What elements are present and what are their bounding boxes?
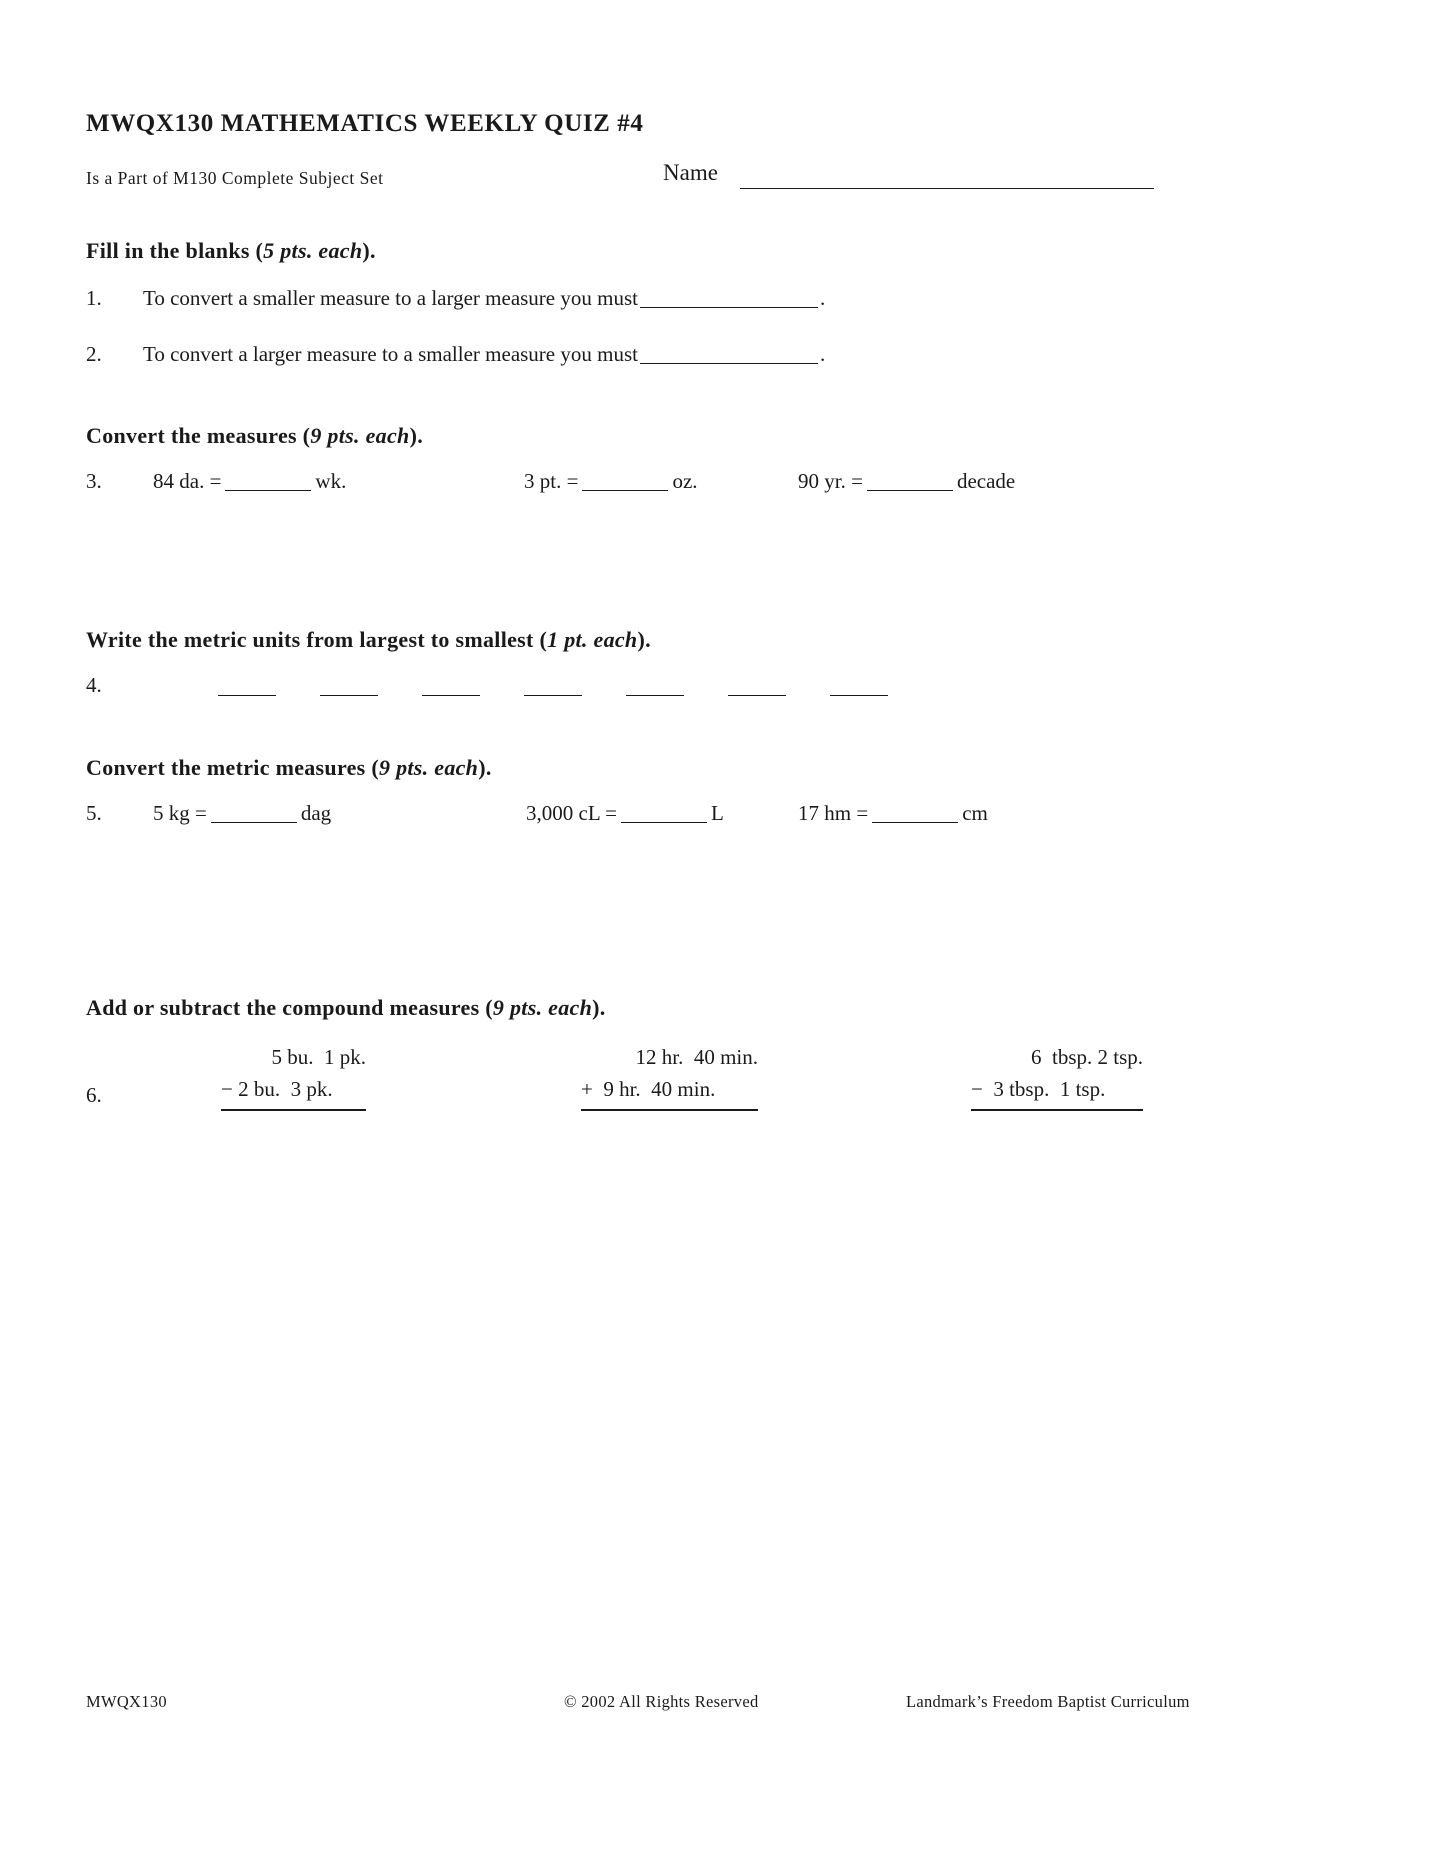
- answer-blank[interactable]: [728, 695, 786, 696]
- sum-rule: [971, 1109, 1143, 1111]
- answer-blank[interactable]: [626, 695, 684, 696]
- name-input-rule[interactable]: [740, 188, 1154, 189]
- expression-left: 90 yr. =: [798, 468, 863, 493]
- name-label: Name: [663, 160, 718, 185]
- section-points: 5 pts. each: [263, 238, 363, 263]
- expression-left: 3,000 cL =: [526, 800, 617, 825]
- answer-blank[interactable]: [640, 306, 818, 308]
- problem-number: 3.: [86, 468, 102, 493]
- answer-blank[interactable]: [211, 821, 297, 823]
- answer-blank[interactable]: [640, 362, 818, 364]
- problem-5-part-1: [153, 801, 331, 826]
- problem-5: [86, 801, 1356, 843]
- section-points: 1 pt. each: [547, 626, 638, 652]
- section-heading-text: Convert the measures (: [86, 422, 311, 448]
- problem-6-part-1: [221, 1041, 366, 1111]
- compound-bottom-line: + 9 hr. 40 min.: [581, 1077, 716, 1102]
- answer-blank[interactable]: [872, 821, 958, 823]
- metric-unit-blanks: [218, 695, 888, 696]
- section-heading-convert-metric: [86, 755, 1356, 781]
- answer-blank[interactable]: [320, 695, 378, 696]
- problem-5-part-2: [526, 801, 724, 826]
- problem-3-part-2: [524, 469, 698, 494]
- unit-label: L: [710, 800, 724, 825]
- compound-top-line: 12 hr. 40 min.: [635, 1044, 758, 1069]
- expression-left: 17 hm =: [798, 800, 869, 825]
- section-heading-metric-order: [86, 627, 1356, 653]
- problem-text: To convert a larger measure to a smaller measure you must: [143, 342, 638, 367]
- answer-blank[interactable]: [218, 695, 276, 696]
- section-heading-compound: [86, 995, 1356, 1021]
- page-title: MWQX130 MATHEMATICS WEEKLY QUIZ #4: [86, 110, 644, 137]
- problem-number: 5.: [86, 800, 102, 825]
- section-heading-text: Write the metric units from largest to smallest (: [86, 626, 548, 652]
- problem-3: [86, 469, 1356, 511]
- section-heading-text: Add or subtract the compound measures (: [86, 994, 493, 1020]
- compound-top-line: 5 bu. 1 pk.: [271, 1044, 366, 1069]
- section-heading-text: Fill in the blanks (: [86, 238, 264, 263]
- problem-number: 1.: [86, 286, 102, 310]
- problem-number: 4.: [86, 672, 102, 697]
- sum-rule: [581, 1109, 758, 1111]
- problem-6-part-2: [581, 1041, 758, 1111]
- problem-body: [143, 284, 1356, 312]
- section-points: 9 pts. each: [378, 754, 479, 780]
- problem-6-part-3: [971, 1041, 1143, 1111]
- problem-1: [86, 284, 1356, 312]
- section-heading-end: ).: [409, 422, 423, 448]
- sum-rule: [221, 1109, 366, 1111]
- compound-bottom-line: − 3 tbsp. 1 tsp.: [971, 1077, 1106, 1102]
- section-heading-text: Convert the metric measures (: [86, 754, 379, 780]
- unit-label: wk.: [315, 468, 347, 493]
- problem-number: 6.: [86, 1082, 102, 1107]
- problem-text: To convert a smaller measure to a larger measure you must: [143, 286, 638, 310]
- section-heading-end: ).: [592, 994, 606, 1020]
- answer-blank[interactable]: [422, 695, 480, 696]
- unit-label: oz.: [672, 468, 698, 493]
- worksheet-content: [86, 110, 1356, 1151]
- section-heading-end: ).: [362, 238, 376, 263]
- compound-bottom-line: − 2 bu. 3 pk.: [221, 1077, 333, 1102]
- subject-set-note: Is a Part of M130 Complete Subject Set: [86, 168, 384, 188]
- expression-left: 5 kg =: [153, 800, 207, 825]
- answer-blank[interactable]: [867, 489, 953, 491]
- unit-label: decade: [956, 468, 1016, 493]
- problem-2: [86, 340, 1356, 368]
- problem-number: 2.: [86, 342, 102, 367]
- problem-text-end: .: [819, 342, 826, 367]
- unit-label: cm: [962, 800, 988, 825]
- section-heading-fill-blanks: [86, 238, 1356, 264]
- answer-blank[interactable]: [524, 695, 582, 696]
- problem-6: [86, 1041, 1356, 1151]
- answer-blank[interactable]: [582, 489, 668, 491]
- problem-4: [86, 673, 1356, 723]
- problem-body: [143, 340, 1356, 368]
- footer-publisher: Landmark’s Freedom Baptist Curriculum: [906, 1692, 1190, 1711]
- footer-copyright: © 2002 All Rights Reserved: [564, 1692, 759, 1711]
- section-heading-convert-measures: [86, 423, 1356, 449]
- problem-3-part-1: [153, 469, 346, 494]
- section-points: 9 pts. each: [492, 994, 593, 1020]
- expression-left: 3 pt. =: [524, 468, 579, 493]
- problem-text-end: .: [819, 286, 826, 310]
- unit-label: dag: [300, 800, 332, 825]
- answer-blank[interactable]: [621, 821, 707, 823]
- problem-3-part-3: [798, 469, 1015, 494]
- problem-5-part-3: [798, 801, 988, 826]
- footer-code: MWQX130: [86, 1692, 167, 1711]
- compound-top-line: 6 tbsp. 2 tsp.: [1030, 1044, 1143, 1069]
- section-heading-end: ).: [478, 754, 492, 780]
- answer-blank[interactable]: [225, 489, 311, 491]
- section-heading-end: ).: [637, 626, 651, 652]
- answer-blank[interactable]: [830, 695, 888, 696]
- expression-left: 84 da. =: [153, 468, 222, 493]
- section-points: 9 pts. each: [310, 422, 410, 448]
- subheader: [86, 160, 1356, 204]
